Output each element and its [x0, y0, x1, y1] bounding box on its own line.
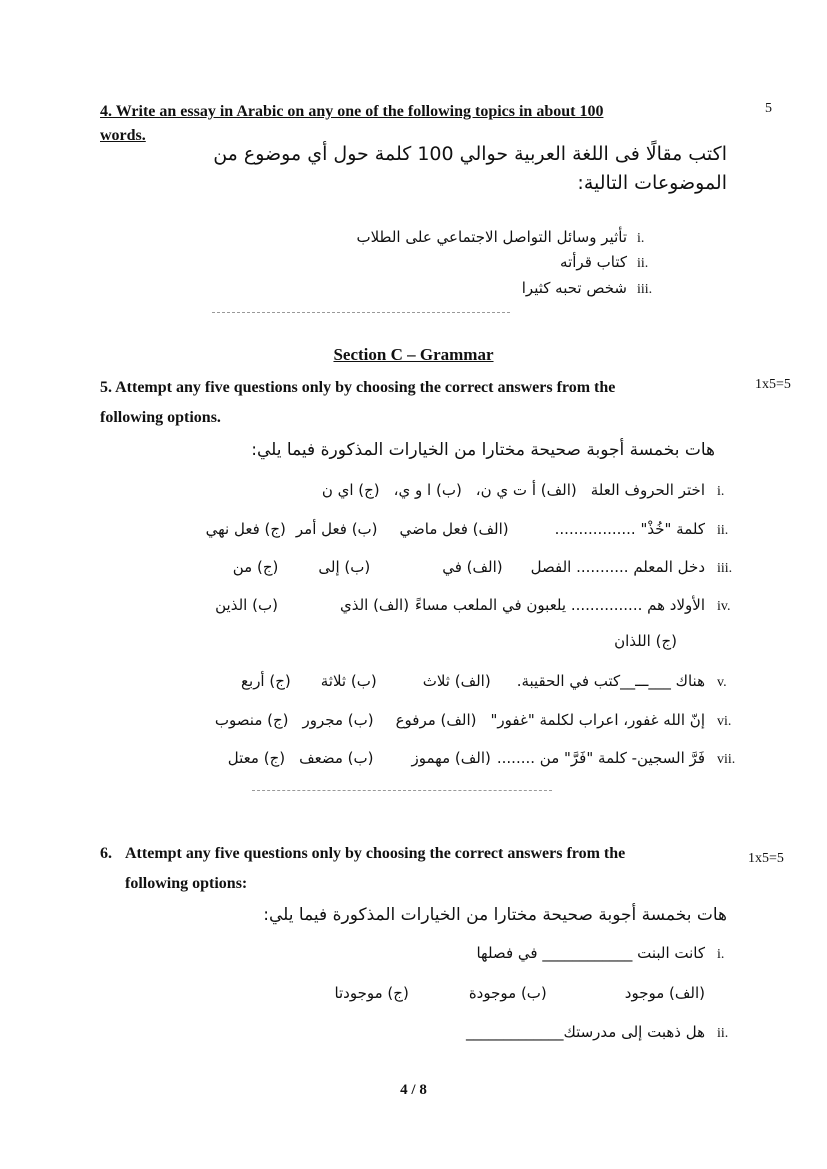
q4-arabic-line1: اكتب مقالًا فى اللغة العربية حوالي 100 كلمة حول أي موضوع من — [213, 143, 727, 165]
option-c: (ج) من — [232, 558, 279, 576]
item-question: الأولاد هم ............... يلعبون في الملعب مساءً — [415, 596, 705, 614]
q5-marks: 1x5=5 — [755, 377, 791, 392]
q5-item-continued — [614, 632, 677, 650]
option-a: (الف) مهموز — [411, 749, 491, 767]
item-number: vi. — [717, 714, 732, 729]
topic-text: تأثير وسائل التواصل الاجتماعي على الطلاب — [356, 228, 627, 246]
item-question: فَرَّ السجين- كلمة "فَرَّ" من ........ — [496, 749, 705, 767]
q5-item — [322, 481, 739, 500]
option-b: (ب) ثلاثة — [320, 672, 377, 690]
item-number: v. — [717, 675, 727, 690]
item-number: iii. — [717, 561, 733, 576]
option-c: (ج) أربع — [241, 672, 291, 690]
q5-item — [206, 520, 739, 539]
q4-marks: 5 — [765, 101, 772, 116]
option-a: (الف) موجود — [624, 984, 705, 1002]
q6-arabic-instruction: هات بخمسة أجوبة صحيحة مختارا من الخيارات المذكورة فيما يلي: — [263, 905, 727, 925]
q5-arabic-instruction: هات بخمسة أجوبة صحيحة مختارا من الخيارات المذكورة فيما يلي: — [251, 440, 715, 460]
q5-item — [241, 672, 739, 691]
topic-text: كتاب قرأته — [560, 253, 627, 271]
item-question: هناك ___ـــ__كتب في الحقيبة. — [516, 672, 705, 690]
divider — [212, 312, 510, 313]
option-a: (الف) ثلاث — [422, 672, 491, 690]
q5-heading-line2: following options. — [100, 409, 221, 426]
option-b: (ب) ا و ي، — [393, 481, 462, 499]
option-c: (ج) فعل نهي — [205, 520, 286, 538]
option-a: (الف) مرفوع — [395, 711, 477, 729]
q6-number: 6. — [100, 845, 112, 862]
q6-item — [476, 944, 739, 963]
topic-text: شخص تحبه كثيرا — [521, 279, 627, 297]
item-question: اختر الحروف العلة — [590, 481, 705, 499]
option-b: (ب) الذين — [215, 596, 278, 614]
item-number: vii. — [717, 752, 736, 767]
option-c: (ج) اي ن — [321, 481, 380, 499]
option-a: (الف) الذي — [339, 596, 410, 614]
q6-item — [466, 1023, 739, 1042]
topic-number: i. — [637, 231, 645, 246]
item-number: ii. — [717, 1026, 729, 1041]
item-number: ii. — [717, 523, 729, 538]
option-c: (ج) اللذان — [614, 632, 677, 650]
item-number: i. — [717, 484, 725, 499]
option-b: (ب) موجودة — [468, 984, 547, 1002]
option-b: (ب) إلى — [318, 558, 371, 576]
option-c: (ج) منصوب — [214, 711, 289, 729]
item-question: دخل المعلم ........... الفصل — [530, 558, 705, 576]
item-question: هل ذهبت إلى مدرستك_____________ — [465, 1023, 705, 1041]
option-b: (ب) مجرور — [302, 711, 374, 729]
q5-item — [215, 596, 739, 615]
option-c: (ج) موجودتا — [334, 984, 409, 1002]
item-number: i. — [717, 947, 725, 962]
section-title: Section C – Grammar — [333, 345, 494, 364]
q6-item-options — [334, 984, 705, 1002]
item-question: إنّ الله غفور، اعراب لكلمة "غفور" — [490, 711, 705, 729]
q4-topic — [522, 279, 659, 298]
q4-topic — [356, 228, 659, 247]
q5-heading-line1: 5. Attempt any five questions only by choosing the correct answers from the — [100, 379, 616, 396]
option-a: (الف) فعل ماضي — [399, 520, 509, 538]
q6-heading-line1: Attempt any five questions only by choosing the correct answers from the — [125, 845, 626, 862]
q4-topic — [560, 253, 659, 272]
topic-number: iii. — [637, 282, 653, 297]
page-number: 4 / 8 — [400, 1082, 427, 1098]
divider — [252, 790, 552, 791]
option-b: (ب) مضعف — [299, 749, 374, 767]
item-question: كانت البنت ____________ في فصلها — [476, 944, 705, 962]
q4-heading-line1: 4. Write an essay in Arabic on any one of the following topics in about 100 — [100, 103, 604, 120]
option-b: (ب) فعل أمر — [295, 520, 378, 538]
q4-heading-line2: words. — [100, 127, 146, 144]
option-a: (الف) أ ت ي ن، — [475, 481, 577, 499]
item-question: كلمة "خُذْ" ................. — [554, 520, 705, 538]
q5-item — [228, 749, 739, 768]
q4-arabic-line2: الموضوعات التالية: — [577, 172, 727, 194]
q6-heading-line2: following options: — [125, 875, 248, 892]
option-c: (ج) معتل — [227, 749, 286, 767]
q6-marks: 1x5=5 — [748, 851, 784, 866]
q5-item — [233, 558, 739, 577]
q5-item — [215, 711, 739, 730]
option-a: (الف) في — [442, 558, 503, 576]
item-number: iv. — [717, 599, 731, 614]
topic-number: ii. — [637, 256, 649, 271]
